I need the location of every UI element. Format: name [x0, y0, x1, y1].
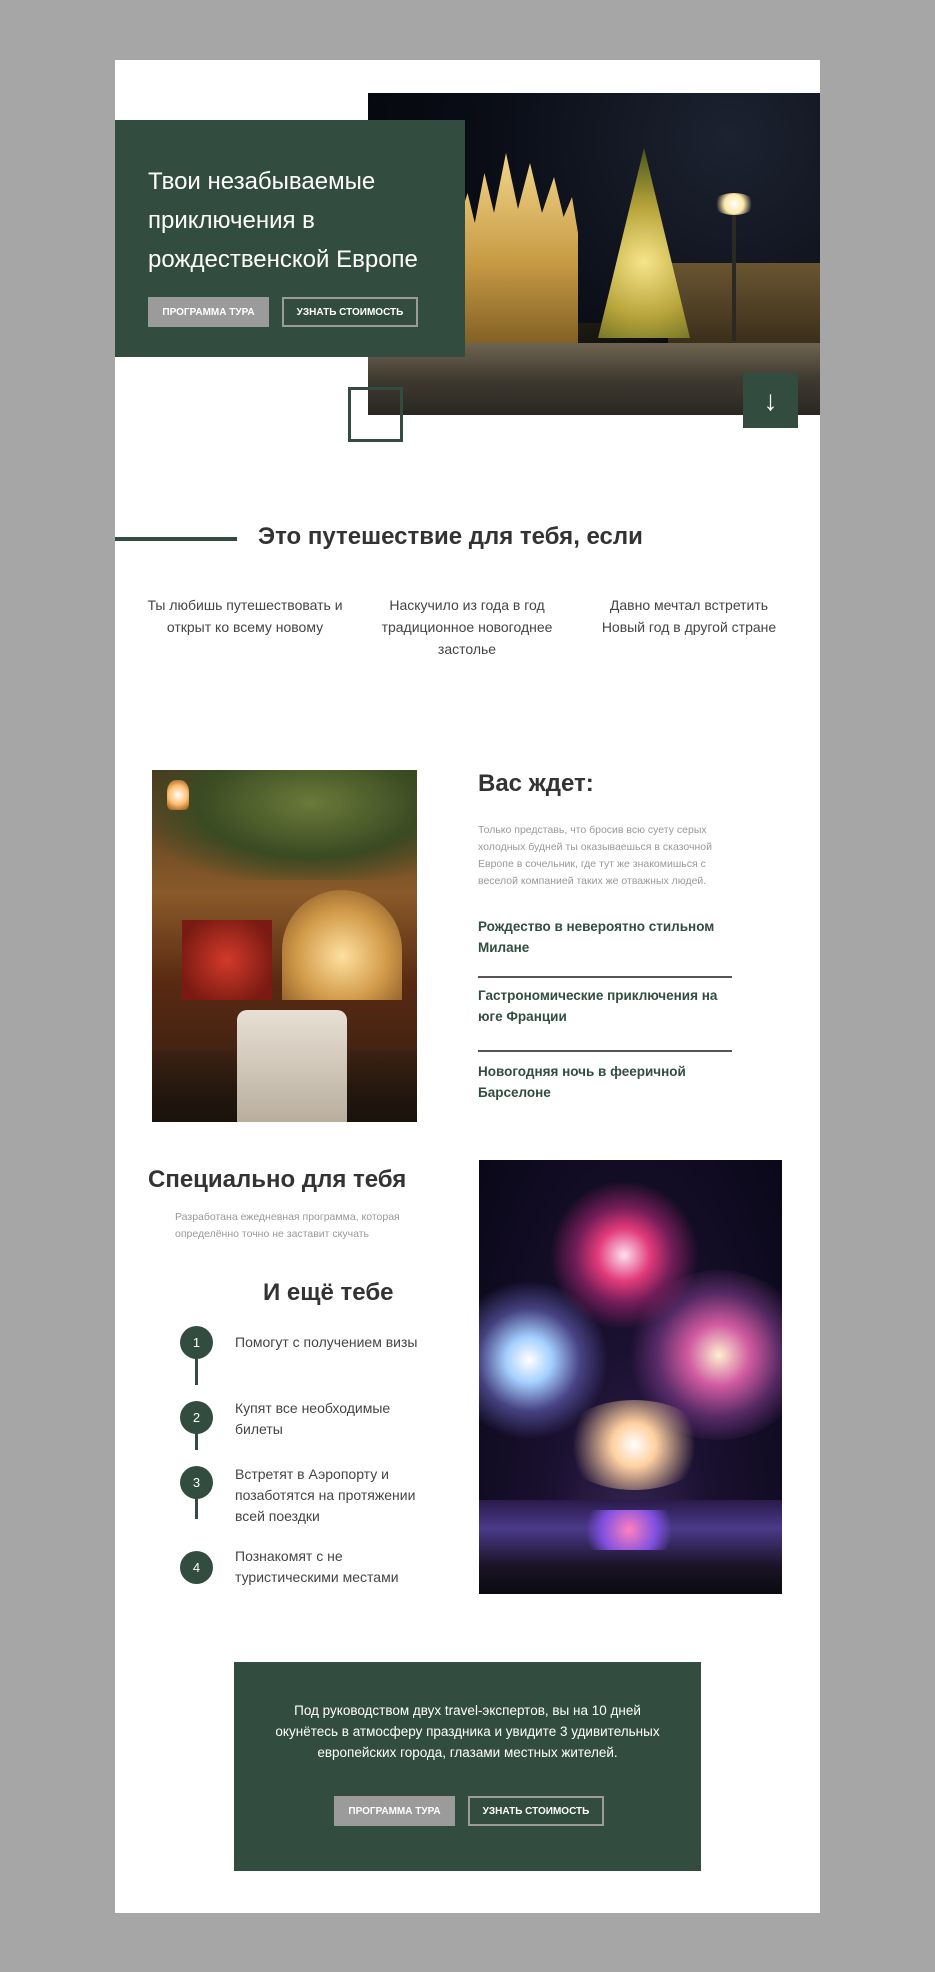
- section-divider-line: [115, 537, 237, 541]
- intro-title: Это путешествие для тебя, если: [258, 523, 643, 550]
- step-number: 4: [180, 1551, 213, 1584]
- reason-item: Давно мечтал встретить Новый год в другой стране: [601, 597, 777, 635]
- scroll-down-button[interactable]: [743, 373, 798, 428]
- hero-title: Твои незабываемые приключения в рождественской Европе: [148, 168, 418, 273]
- destination-divider: [478, 1050, 732, 1052]
- footer-panel: [234, 1662, 701, 1871]
- destination-divider: [478, 976, 732, 978]
- tour-program-button[interactable]: ПРОГРАММА ТУРА: [334, 1796, 455, 1826]
- step-number: 2: [180, 1401, 213, 1434]
- awaits-description: Только представь, что бросив всю суету серых холодных будней ты оказываешься в сказочной Европе в сочельник, где тут же знакомишься с веселой компанией таких же отважных людей.: [478, 824, 712, 887]
- tour-program-button[interactable]: ПРОГРАММА ТУРА: [148, 297, 269, 327]
- arrow-down-icon: ↓: [763, 385, 778, 416]
- footer-text: Под руководством двух travel-экспертов, вы на 10 дней окунётесь в атмосферу праздника и увидите 3 удивительных европейских города, глазами местных жителей.: [275, 1703, 660, 1760]
- reason-item: Наскучило из года в год традиционное новогоднее застолье: [381, 597, 553, 657]
- more-title: И ещё тебе: [263, 1279, 394, 1306]
- get-price-button[interactable]: УЗНАТЬ СТОИМОСТЬ: [282, 297, 418, 327]
- reason-item: Ты любишь путешествовать и открыт ко всему новому: [147, 597, 343, 635]
- email-page: [115, 60, 820, 1913]
- get-price-button[interactable]: УЗНАТЬ СТОИМОСТЬ: [468, 1796, 604, 1826]
- step-text: Купят все необходимые билеты: [235, 1400, 391, 1437]
- special-title: Специально для тебя: [148, 1166, 407, 1193]
- destination-item: Рождество в невероятно стильном Милане: [478, 919, 715, 955]
- restaurant-terrace-photo: [152, 770, 417, 1122]
- destination-item: Новогодняя ночь в фееричной Барселоне: [478, 1064, 686, 1100]
- step-number: 1: [180, 1326, 213, 1359]
- decorative-square: [348, 387, 403, 442]
- hero-panel: [115, 120, 465, 357]
- step-number: 3: [180, 1466, 213, 1499]
- special-description: Разработана ежедневная программа, которая определённо точно не заставит скучать: [175, 1211, 400, 1240]
- destination-item: Гастрономические приключения на юге Франции: [478, 988, 718, 1024]
- awaits-title: Вас ждет:: [478, 770, 594, 797]
- step-text: Помогут с получением визы: [235, 1334, 418, 1350]
- barcelona-fireworks-photo: [479, 1160, 782, 1594]
- step-text: Встретят в Аэропорту и позаботятся на протяжении всей поездки: [235, 1466, 416, 1524]
- step-text: Познакомят с не туристическими местами: [235, 1548, 399, 1585]
